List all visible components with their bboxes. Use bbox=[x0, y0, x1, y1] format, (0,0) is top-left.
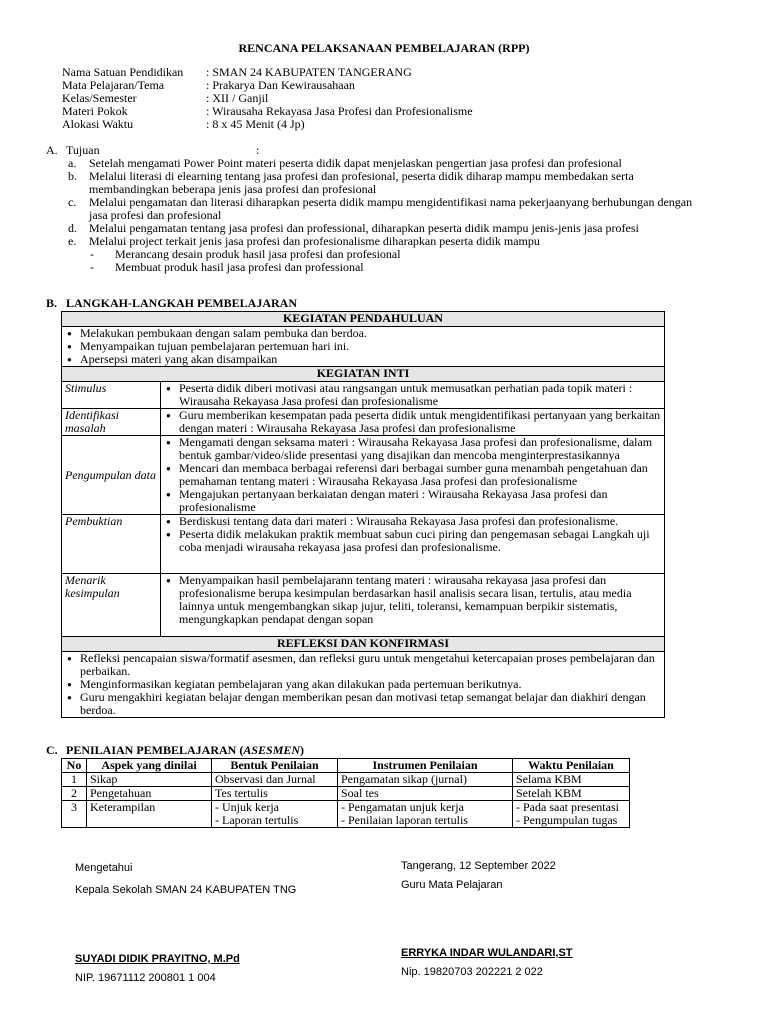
identity-block bbox=[62, 66, 473, 131]
list-item: ● Guru mengakhiri kegiatan belajar dengan memberikan pesan dan motivasi tetap semangat belajar dan diakhiri dengan berdoa. bbox=[65, 691, 661, 717]
section-title-italic: ASESMEN bbox=[243, 743, 301, 757]
list-item: ● Peserta didik melakukan praktik membuat sabun cuci piring dan pengemasan sebagai Langkah uji coba menjadi wirausaha rekayasa jasa profesi dan profesionalisme. bbox=[164, 528, 661, 554]
identity-label: Mata Pelajaran/Tema bbox=[62, 78, 165, 92]
sub-item-text: Merancang desain produk hasil jasa profesi dan profesional bbox=[115, 247, 401, 261]
objective-letter: c. bbox=[68, 195, 77, 209]
section-assessment-heading bbox=[46, 744, 304, 757]
table-header-row bbox=[62, 759, 630, 773]
sig-role: Kepala Sekolah SMAN 24 KABUPATEN TNG bbox=[75, 884, 297, 896]
identity-label: Materi Pokok bbox=[62, 104, 128, 118]
cell-instrumen: Pengamatan sikap (jurnal) bbox=[338, 773, 513, 787]
sig-date: Tangerang, 12 September 2022 bbox=[401, 860, 556, 872]
table-row bbox=[62, 773, 630, 787]
list-item: ● Mencari dan membaca berbagai referensi dari berbagai sumber guna menambah pengetahuan dan pemahaman tentang materi : Wirausaha Rekayasa Jasa profesi dan profesionalisme bbox=[164, 462, 661, 488]
objective-text: Melalui project terkait jenis jasa profesi dan profesionalisme diharapkan peserta didik mampu bbox=[89, 234, 540, 248]
table-row bbox=[62, 574, 665, 637]
identity-value: : 8 x 45 Menit (4 Jp) bbox=[206, 117, 305, 131]
list-item: ● Refleksi pencapaian siswa/formatif asesmen, dan refleksi guru untuk mengetahui ketercapaian proses pembelajaran dan perbaikan. bbox=[65, 652, 661, 678]
dash-marker: - bbox=[90, 247, 94, 261]
section-title: PENILAIAN PEMBELAJARAN ( bbox=[66, 743, 244, 757]
objective-text: Melalui pengamatan dan literasi diharapkan peserta didik mampu mengidentifikasi nama pekerjaanyang berhubungan dengan jasa profesi dan profesional bbox=[89, 195, 693, 222]
sig-role: Guru Mata Pelajaran bbox=[401, 879, 503, 891]
signature-left bbox=[75, 862, 296, 989]
objective-text: Setelah mengamati Power Point materi peserta didik dapat menjelaskan pengertian jasa profesi dan profesional bbox=[89, 156, 622, 170]
identity-label: Nama Satuan Pendidikan bbox=[62, 65, 184, 79]
objective-letter: e. bbox=[68, 234, 77, 248]
column-header: Bentuk Penilaian bbox=[212, 759, 338, 773]
table-row bbox=[62, 436, 665, 515]
section-steps-heading bbox=[46, 297, 297, 310]
identity-label: Kelas/Semester bbox=[62, 91, 137, 105]
section-title: Tujuan bbox=[66, 143, 100, 157]
cell-aspek: Sikap bbox=[87, 773, 212, 787]
list-item: ● Menyampaikan hasil pembelajarann tentang materi : wirausaha rekayasa jasa profesi dan profesionalisme berupa kesimpulan berdasarkan hasil analisis secara lisan, tertulis, atau media lainnya untuk mengembangkan sikap jujur, teliti, toleransi, kemampuan berpikir sistematis, mengungkapkan pendapat dengan sopan bbox=[164, 574, 661, 626]
identity-value: : SMAN 24 KABUPATEN TANGERANG bbox=[206, 65, 412, 79]
band-refleksi: REFLEKSI DAN KONFIRMASI bbox=[62, 637, 665, 652]
sig-nip: NIP. 19671112 200801 1 004 bbox=[75, 972, 216, 984]
sig-caption: Mengetahui bbox=[75, 862, 133, 874]
identity-row-time bbox=[62, 118, 473, 131]
column-header: Aspek yang dinilai bbox=[87, 759, 212, 773]
cell-line: - Pada saat presentasi bbox=[516, 800, 619, 814]
stage-label: Identifikasi masalah bbox=[62, 409, 161, 436]
list-item: ● Berdiskusi tentang data dari materi : Wirausaha Rekayasa Jasa profesi dan profesionalisme. bbox=[164, 515, 661, 528]
cell-waktu: Setelah KBM bbox=[513, 787, 630, 801]
section-colon: : bbox=[256, 143, 260, 157]
cell-instrumen bbox=[338, 801, 513, 828]
stage-content bbox=[161, 515, 665, 574]
sig-name: SUYADI DIDIK PRAYITNO, M.Pd bbox=[75, 953, 240, 965]
stage-label: Pengumpulan data bbox=[62, 436, 161, 515]
sig-nip: Nip. 19820703 202221 2 022 bbox=[401, 966, 543, 978]
cell-aspek: Keterampilan bbox=[87, 801, 212, 828]
cell-line: - Unjuk kerja bbox=[215, 800, 279, 814]
identity-value: : XII / Ganjil bbox=[206, 91, 269, 105]
cell-instrumen: Soal tes bbox=[338, 787, 513, 801]
sub-item-text: Membuat produk hasil jasa profesi dan professional bbox=[115, 260, 364, 274]
refleksi-list bbox=[65, 652, 661, 717]
identity-value: : Wirausaha Rekayasa Jasa Profesi dan Profesionalisme bbox=[206, 104, 473, 118]
objective-letter: d. bbox=[68, 221, 77, 235]
cell-waktu bbox=[513, 801, 630, 828]
table-row bbox=[62, 515, 665, 574]
column-header: No bbox=[62, 759, 87, 773]
refleksi-cell bbox=[62, 652, 665, 718]
objective-item bbox=[46, 170, 706, 196]
cell-line: - Laporan tertulis bbox=[215, 813, 299, 827]
section-title: LANGKAH-LANGKAH PEMBELAJARAN bbox=[66, 296, 298, 310]
dash-marker: - bbox=[90, 260, 94, 274]
identity-value: : Prakarya Dan Kewirausahaan bbox=[206, 78, 355, 92]
section-letter: B. bbox=[46, 296, 58, 310]
objective-item bbox=[46, 196, 706, 222]
cell-no: 3 bbox=[62, 801, 87, 828]
cell-waktu: Selama KBM bbox=[513, 773, 630, 787]
cell-aspek: Pengetahuan bbox=[87, 787, 212, 801]
learning-steps-table bbox=[61, 311, 665, 718]
objective-letter: b. bbox=[68, 169, 77, 183]
signature-right bbox=[401, 860, 573, 983]
list-item: ● Apersepsi materi yang akan disampaikan bbox=[65, 353, 661, 366]
list-item: ● Menyampaikan tujuan pembelajaran pertemuan hari ini. bbox=[65, 340, 661, 353]
stage-content bbox=[161, 574, 665, 637]
cell-no: 2 bbox=[62, 787, 87, 801]
objective-text: Melalui pengamatan tentang jasa profesi dan professional, diharapkan peserta didik mampu jenis-jenis jasa profesi bbox=[89, 221, 639, 235]
list-item: ● Peserta didik diberi motivasi atau rangsangan untuk memusatkan perhatian pada topik materi : Wirausaha Rekayasa Jasa profesi dan profesionalisme bbox=[164, 382, 661, 408]
objective-letter: a. bbox=[68, 156, 77, 170]
cell-bentuk: Tes tertulis bbox=[212, 787, 338, 801]
sig-name: ERRYKA INDAR WULANDARI,ST bbox=[401, 947, 573, 959]
table-row bbox=[62, 801, 630, 828]
table-row bbox=[62, 382, 665, 409]
document-title: RENCANA PELAKSANAAN PEMBELAJARAN (RPP) bbox=[238, 41, 530, 55]
stage-label: Stimulus bbox=[62, 382, 161, 409]
cell-no: 1 bbox=[62, 773, 87, 787]
pendahuluan-cell bbox=[62, 327, 665, 367]
stage-label: Menarik kesimpulan bbox=[62, 574, 161, 637]
list-item: ● Mengajukan pertanyaan berkaiatan dengan materi : Wirausaha Rekayasa Jasa profesi dan profesionalisme bbox=[164, 488, 661, 514]
table-row bbox=[62, 787, 630, 801]
pendahuluan-list bbox=[65, 327, 661, 366]
objective-sub-item bbox=[46, 261, 706, 274]
table-row bbox=[62, 409, 665, 436]
objective-text: Melalui literasi di elearning tentang jasa profesi dan profesional, peserta didik diharap mampu membedakan serta membandingkan beberapa jenis jasa profesi dan profesional bbox=[89, 169, 634, 196]
list-item: ● Guru memberikan kesempatan pada peserta didik untuk mengidentifikasi pertanyaan yang berkaitan dengan materi : Wirausaha Rekayasa Jasa profesi dan profesionalisme bbox=[164, 409, 661, 435]
assessment-table bbox=[61, 758, 630, 828]
band-pendahuluan: KEGIATAN PENDAHULUAN bbox=[62, 312, 665, 327]
list-item: ● Mengamati dengan seksama materi : Wirausaha Rekayasa Jasa profesi dan profesionalisme, dalam bentuk gambar/video/slide presentasi yang disajikan dan mencoba menginterprestasikannya bbox=[164, 436, 661, 462]
section-title-close: ) bbox=[300, 743, 305, 757]
stage-content bbox=[161, 436, 665, 515]
stage-content bbox=[161, 409, 665, 436]
list-item: ● Melakukan pembukaan dengan salam pembuka dan berdoa. bbox=[65, 327, 661, 340]
band-inti: KEGIATAN INTI bbox=[62, 367, 665, 382]
stage-label: Pembuktian bbox=[62, 515, 161, 574]
stage-content bbox=[161, 382, 665, 409]
section-letter: A. bbox=[46, 143, 58, 157]
cell-bentuk bbox=[212, 801, 338, 828]
cell-line: - Penilaian laporan tertulis bbox=[341, 813, 468, 827]
cell-line: - Pengamatan unjuk kerja bbox=[341, 800, 464, 814]
list-item: ● Menginformasikan kegiatan pembelajaran yang akan dilakukan pada pertemuan berikutnya. bbox=[65, 678, 661, 691]
identity-label: Alokasi Waktu bbox=[62, 117, 134, 131]
section-objectives bbox=[46, 144, 706, 274]
cell-line: - Pengumpulan tugas bbox=[516, 813, 618, 827]
column-header: Waktu Penilaian bbox=[513, 759, 630, 773]
cell-bentuk: Observasi dan Jurnal bbox=[212, 773, 338, 787]
column-header: Instrumen Penilaian bbox=[338, 759, 513, 773]
section-letter: C. bbox=[46, 743, 58, 757]
